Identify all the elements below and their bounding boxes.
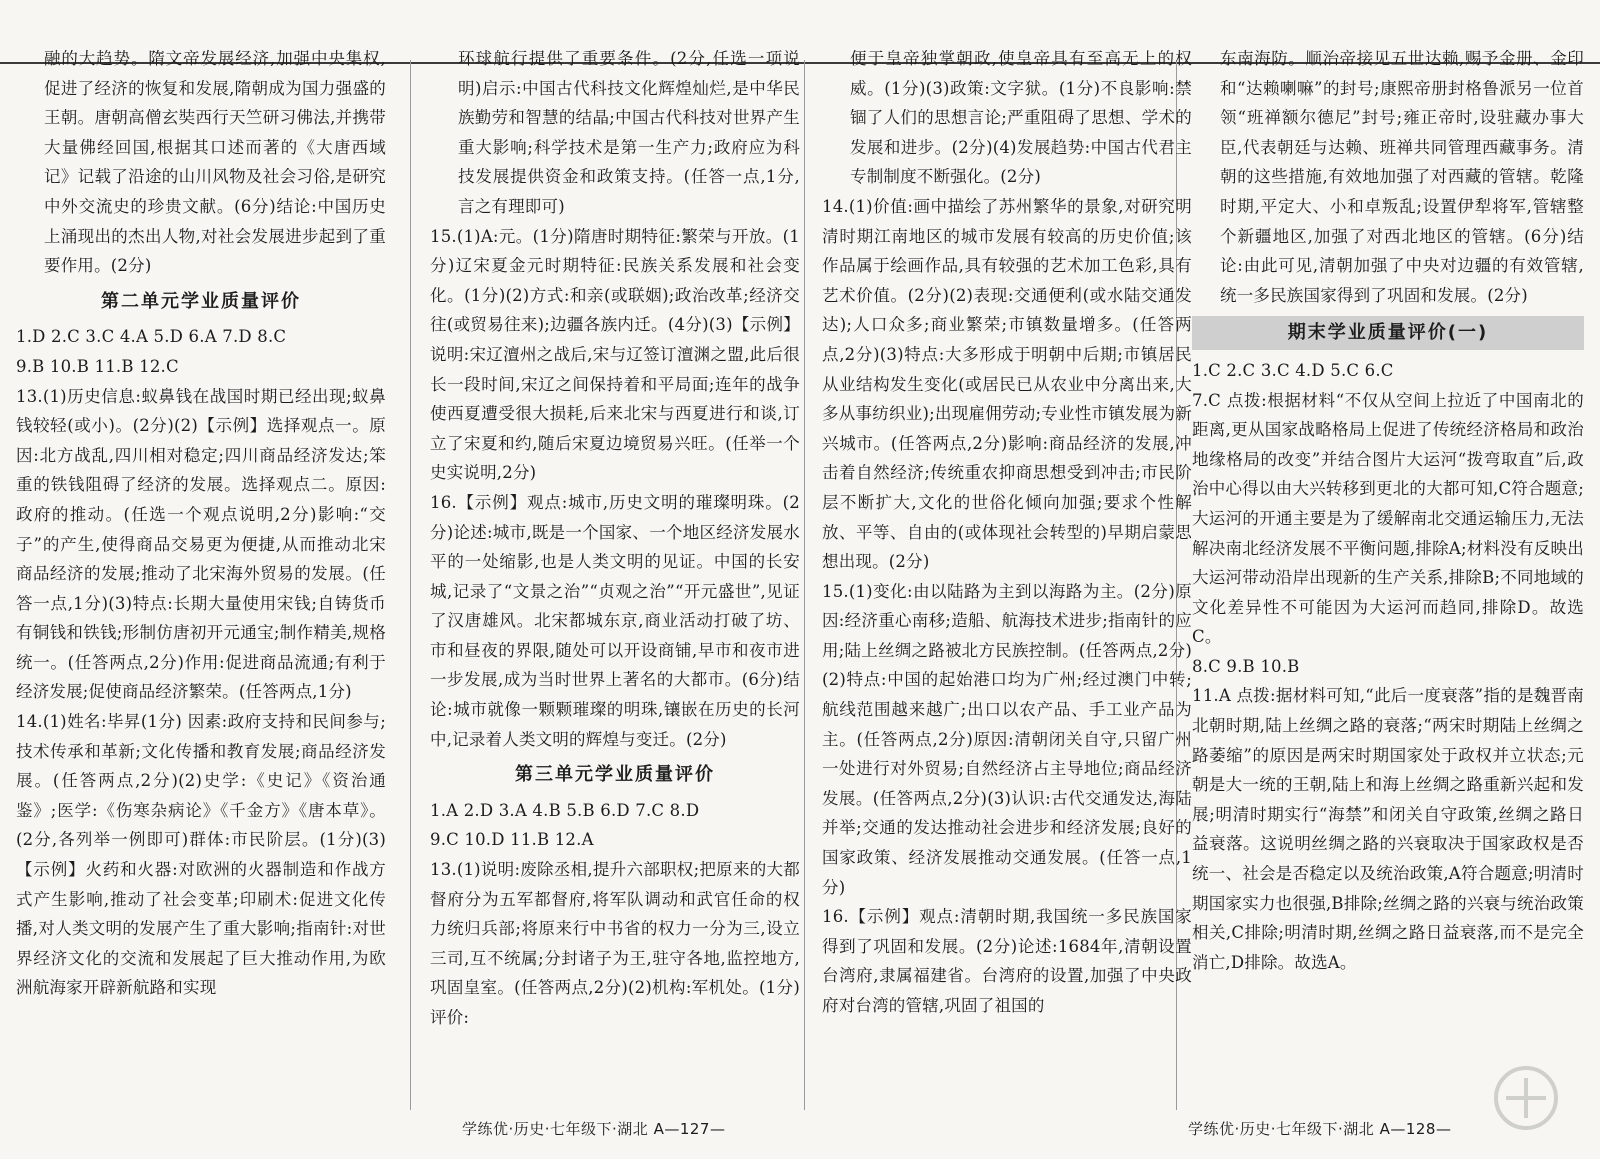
page-footer-right: 学练优·历史·七年级下·湖北 A—128— bbox=[1188, 1120, 1452, 1138]
section-heading: 第二单元学业质量评价 bbox=[101, 290, 301, 312]
answer-paragraph: 东南海防。顺治帝接见五世达赖,赐予金册、金印和“达赖喇嘛”的封号;康熙帝册封格鲁派另一位首领“班禅额尔德尼”封号;雍正帝时,设驻藏办事大臣,代表朝廷与达赖、班禅共同管理西藏事务。清朝的这些措施,有效地加强了对西藏的管辖。乾隆时期,平定大、小和卓叛乱;设置伊犁将军,管辖整个新疆地区,加强了对西北地区的管辖。(6分)结论:由此可见,清朝加强了中央对边疆的有效管辖,统一多民族国家得到了巩固和发展。(2分) bbox=[1220, 49, 1584, 305]
section-heading: 第三单元学业质量评价 bbox=[515, 764, 715, 786]
answer-paragraph: 14.(1)价值:画中描绘了苏州繁华的景象,对研究明清时期江南地区的城市发展有较高的历史价值;该作品属于绘画作品,具有较强的艺术加工色彩,具有艺术价值。(2分)(2)表现:交通便利(或水陆交通发达);人口众多;商业繁荣;市镇数量增多。(任答两点,2分)(3)特点:大多形成于明朝中后期;市镇居民从业结构发生变化(或居民已从农业中分离出来,大多从事纺织业);出现雇佣劳动;专业性市镇发展为新兴城市。(任答两点,2分)影响:商品经济的发展,冲击着自然经济;传统重农抑商思想受到冲击;市民阶层不断扩大,文化的世俗化倾向加强;要求个性解放、平等、自由的(或体现社会转型的)早期启蒙思想出现。(2分) bbox=[822, 196, 1192, 572]
answer-paragraph: 1.A 2.D 3.A 4.B 5.B 6.D 7.C 8.D bbox=[430, 800, 700, 820]
answer-paragraph: 16.【示例】观点:清朝时期,我国统一多民族国家得到了巩固和发展。(2分)论述:1684年,清朝设置台湾府,隶属福建省。台湾府的设置,加强了中央政府对台湾的管辖,巩固了祖国的 bbox=[822, 907, 1192, 1015]
page-gutter bbox=[804, 60, 805, 1110]
column-divider bbox=[410, 60, 411, 1110]
column-3 bbox=[822, 44, 1192, 1021]
answer-paragraph: 9.B 10.B 11.B 12.C bbox=[16, 356, 179, 376]
answer-paragraph: 8.C 9.B 10.B bbox=[1192, 656, 1300, 676]
answer-paragraph: 13.(1)说明:废除丞相,提升六部职权;把原来的大都督府分为五军都督府,将军队调动和武官任命的权力统归兵部;将原来行中书省的权力一分为三,设立三司,互不统属;分封诸子为王,驻守各地,监控地方,巩固皇室。(任答两点,2分)(2)机构:军机处。(1分)评价: bbox=[430, 860, 800, 1027]
answer-paragraph: 1.C 2.C 3.C 4.D 5.C 6.C bbox=[1192, 360, 1394, 380]
answer-paragraph: 15.(1)变化:由以陆路为主到以海路为主。(2分)原因:经济重心南移;造船、航海技术进步;指南针的应用;陆上丝绸之路被北方民族控制。(任答两点,2分)(2)特点:中国的起始港口均为广州;经过澳门中转;航线范围越来越广;出口以农产品、手工业产品为主。(任答两点,2分)原因:清朝闭关自守,只留广州一处进行对外贸易;自然经济占主导地位;商品经济发展。(任答两点,2分)(3)认识:古代交通发达,海陆并举;交通的发达推动社会进步和经济发展;良好的国家政策、经济发展推动交通发展。(任答一点,1分) bbox=[822, 581, 1192, 897]
answer-paragraph: 11.A 点拨:据材料可知,“此后一度衰落”指的是魏晋南北朝时期,陆上丝绸之路的衰落;“两宋时期陆上丝绸之路萎缩”的原因是两宋时期国家处于政权并立状态;元朝是大一统的王朝,陆上和海上丝绸之路重新兴起和发展;明清时期实行“海禁”和闭关自守政策,丝绸之路日益衰落。这说明丝绸之路的兴衰取决于国家政权是否统一、社会是否稳定以及统治政策,A符合题意;明清时期国家实力也很强,B排除;丝绸之路的兴衰与统治政策相关,C排除;明清时期,丝绸之路日益衰落,而不是完全消亡,D排除。故选A。 bbox=[1192, 686, 1584, 972]
answer-paragraph: 便于皇帝独掌朝政,使皇帝具有至高无上的权威。(1分)(3)政策:文字狱。(1分)不良影响:禁锢了人们的思想言论;严重阻碍了思想、学术的发展和进步。(2分)(4)发展趋势:中国古代君主专制制度不断强化。(2分) bbox=[850, 49, 1192, 187]
answer-paragraph: 15.(1)A:元。(1分)隋唐时期特征:繁荣与开放。(1分)辽宋夏金元时期特征:民族关系发展和社会变化。(1分)(2)方式:和亲(或联姻);政治改革;经济交往(或贸易往来);边疆各族内迁。(4分)(3)【示例】说明:宋辽澶州之战后,宋与辽签订澶渊之盟,此后很长一段时间,宋辽之间保持着和平局面;连年的战争使西夏遭受很大损耗,后来北宋与西夏进行和谈,订立了宋夏和约,随后宋夏边境贸易兴旺。(任举一个史实说明,2分) bbox=[430, 226, 801, 483]
answer-paragraph: 14.(1)姓名:毕昇(1分) 因素:政府支持和民间参与;技术传承和革新;文化传播和教育发展;商品经济发展。(任答两点,2分)(2)史学:《史记》《资治通鉴》;医学:《伤寒杂病论》《千金方》《唐本草》。(2分,各列举一例即可)群体:市民阶层。(1分)(3)【示例】火药和火器:对欧洲的火器制造和作战方式产生影响,推动了社会变革;印刷术:促进文化传播,对人类文明的发展产生了重大影响;指南针:对世界经济文化的交流和发展起了巨大推动作用,为欧洲航海家开辟新航路和实现 bbox=[16, 712, 386, 998]
answer-paragraph: 9.C 10.D 11.B 12.A bbox=[430, 830, 594, 850]
answer-paragraph: 融的大趋势。隋文帝发展经济,加强中央集权,促进了经济的恢复和发展,隋朝成为国力强盛的王朝。唐朝高僧玄奘西行天竺研习佛法,并携带大量佛经回国,根据其口述而著的《大唐西域记》记载了沿途的山川风物及社会习俗,是研究中外交流史的珍贵文献。(6分)结论:中国历史上涌现出的杰出人物,对社会发展进步起到了重要作用。(2分) bbox=[44, 49, 386, 276]
answer-paragraph: 13.(1)历史信息:蚁鼻钱在战国时期已经出现;蚁鼻钱较轻(或小)。(2分)(2)【示例】选择观点一。原因:北方战乱,四川相对稳定;四川商品经济发达;笨重的铁钱阻碍了经济的发展。选择观点二。原因:政府的推动。(任选一个观点说明,2分)影响:“交子”的产生,使得商品交易更为便捷,从而推动北宋商品经济的发展;推动了北宋海外贸易的发展。(任答一点,1分)(3)特点:长期大量使用宋钱;自铸货币有铜钱和铁钱;形制仿唐初开元通宝;制作精美,规格统一。(任答两点,2分)作用:促进商品流通;有利于经济发展;促使商品经济繁荣。(任答两点,1分) bbox=[16, 386, 386, 702]
answer-paragraph: 环球航行提供了重要条件。(2分,任选一项说明)启示:中国古代科技文化辉煌灿烂,是中华民族勤劳和智慧的结晶;中国古代科技对世界产生重大影响;科学技术是第一生产力;政府应为科技发展提供资金和政策支持。(任答一点,1分,言之有理即可) bbox=[458, 49, 800, 216]
column-4 bbox=[1192, 44, 1584, 977]
answer-paragraph: 1.D 2.C 3.C 4.A 5.D 6.A 7.D 8.C bbox=[16, 327, 287, 347]
section-heading-boxed: 期末学业质量评价(一) bbox=[1192, 316, 1584, 350]
column-1 bbox=[16, 44, 386, 1003]
page-footer-left: 学练优·历史·七年级下·湖北 A—127— bbox=[462, 1120, 726, 1138]
watermark-logo bbox=[1462, 1058, 1590, 1154]
answer-paragraph: 7.C 点拨:根据材料“不仅从空间上拉近了中国南北的距离,更从国家战略格局上促进了传统经济格局和政治地缘格局的改变”并结合图片大运河“拨弯取直”后,政治中心得以由大兴转移到更北的大都可知,C符合题意;大运河的开通主要是为了缓解南北交通运输压力,无法解决南北经济发展不平衡问题,排除A;材料没有反映出大运河带动沿岸出现新的生产关系,排除B;不同地域的文化差异性不可能因为大运河而趋同,排除D。故选C。 bbox=[1192, 390, 1584, 647]
answer-paragraph: 16.【示例】观点:城市,历史文明的璀璨明珠。(2分)论述:城市,既是一个国家、一个地区经济发展水平的一处缩影,也是人类文明的见证。中国的长安城,记录了“文景之治”“贞观之治”“开元盛世”,见证了汉唐雄风。北宋都城东京,商业活动打破了坊、市和昼夜的界限,随处可以开设商铺,早市和夜市进一步发展,成为当时世界上著名的大都市。(6分)结论:城市就像一颗颗璀璨的明珠,镶嵌在历史的长河中,记录着人类文明的辉煌与变迁。(2分) bbox=[430, 492, 800, 749]
column-2 bbox=[430, 44, 800, 1033]
